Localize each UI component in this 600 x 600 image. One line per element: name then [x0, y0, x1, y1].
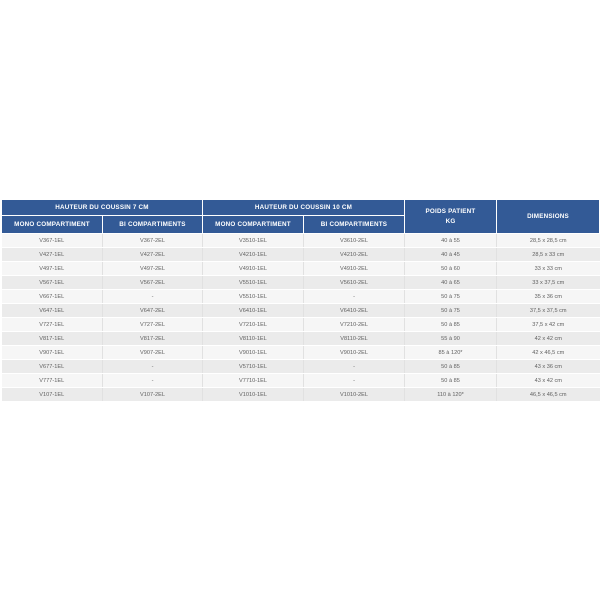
bi-compartments-10-header: BI COMPARTIMENTS — [304, 216, 405, 234]
bi-7-cell: V567-2EL — [103, 276, 203, 290]
bi-10-cell: V5610-2EL — [304, 276, 405, 290]
mono-10-cell: V1010-1EL — [203, 388, 304, 402]
product-table-container — [1, 199, 599, 402]
mono-10-cell: V5510-1EL — [203, 290, 304, 304]
dimensions-cell: 43 x 42 cm — [497, 374, 600, 388]
weight-cell: 40 à 55 — [405, 234, 497, 248]
table-row — [2, 360, 600, 374]
table-row — [2, 346, 600, 360]
patient-weight-unit: KG — [445, 217, 456, 225]
bi-10-cell: V9010-2EL — [304, 346, 405, 360]
mono-7-cell: V497-1EL — [2, 262, 103, 276]
mono-10-cell: V5710-1EL — [203, 360, 304, 374]
mono-7-cell: V667-1EL — [2, 290, 103, 304]
table-row — [2, 304, 600, 318]
table-row — [2, 248, 600, 262]
table-row — [2, 374, 600, 388]
bi-10-cell: V4210-2EL — [304, 248, 405, 262]
bi-10-cell: V4910-2EL — [304, 262, 405, 276]
mono-7-cell: V107-1EL — [2, 388, 103, 402]
weight-cell: 40 à 45 — [405, 248, 497, 262]
bi-10-cell: - — [304, 290, 405, 304]
table-header — [2, 200, 600, 234]
mono-7-cell: V567-1EL — [2, 276, 103, 290]
weight-cell: 50 à 85 — [405, 318, 497, 332]
table-row — [2, 290, 600, 304]
dimensions-cell: 33 x 33 cm — [497, 262, 600, 276]
mono-10-cell: V9010-1EL — [203, 346, 304, 360]
bi-10-cell: V6410-2EL — [304, 304, 405, 318]
table-row — [2, 276, 600, 290]
patient-weight-label: POIDS PATIENT — [425, 207, 476, 215]
dimensions-cell: 46,5 x 46,5 cm — [497, 388, 600, 402]
bi-7-cell: - — [103, 290, 203, 304]
bi-7-cell: V427-2EL — [103, 248, 203, 262]
product-size-table — [1, 199, 600, 402]
dimensions-cell: 37,5 x 42 cm — [497, 318, 600, 332]
dimensions-cell: 28,5 x 33 cm — [497, 248, 600, 262]
bi-10-cell: V7210-2EL — [304, 318, 405, 332]
mono-7-cell: V427-1EL — [2, 248, 103, 262]
table-row — [2, 332, 600, 346]
bi-compartments-7-header: BI COMPARTIMENTS — [103, 216, 203, 234]
bi-10-cell: - — [304, 374, 405, 388]
weight-cell: 85 à 120* — [405, 346, 497, 360]
bi-7-cell: V647-2EL — [103, 304, 203, 318]
weight-cell: 50 à 85 — [405, 374, 497, 388]
group-header-row — [2, 200, 600, 216]
table-row — [2, 318, 600, 332]
weight-cell: 40 à 65 — [405, 276, 497, 290]
mono-10-cell: V5510-1EL — [203, 276, 304, 290]
weight-cell: 50 à 75 — [405, 304, 497, 318]
bi-7-cell: - — [103, 360, 203, 374]
bi-7-cell: V367-2EL — [103, 234, 203, 248]
cushion-10cm-header: HAUTEUR DU COUSSIN 10 CM — [203, 200, 405, 216]
bi-10-cell: V1010-2EL — [304, 388, 405, 402]
bi-7-cell: V817-2EL — [103, 332, 203, 346]
weight-cell: 50 à 60 — [405, 262, 497, 276]
bi-7-cell: V727-2EL — [103, 318, 203, 332]
weight-cell: 50 à 75 — [405, 290, 497, 304]
dimensions-cell: 43 x 36 cm — [497, 360, 600, 374]
table-row — [2, 234, 600, 248]
table-row — [2, 262, 600, 276]
cushion-7cm-header: HAUTEUR DU COUSSIN 7 CM — [2, 200, 203, 216]
weight-cell: 110 à 120* — [405, 388, 497, 402]
patient-weight-header — [405, 200, 497, 234]
weight-cell: 50 à 85 — [405, 360, 497, 374]
bi-7-cell: - — [103, 374, 203, 388]
dimensions-cell: 42 x 42 cm — [497, 332, 600, 346]
bi-7-cell: V907-2EL — [103, 346, 203, 360]
mono-10-cell: V3510-1EL — [203, 234, 304, 248]
mono-10-cell: V4910-1EL — [203, 262, 304, 276]
dimensions-header: DIMENSIONS — [497, 200, 600, 234]
mono-7-cell: V647-1EL — [2, 304, 103, 318]
mono-7-cell: V907-1EL — [2, 346, 103, 360]
bi-10-cell: V8110-2EL — [304, 332, 405, 346]
dimensions-cell: 42 x 46,5 cm — [497, 346, 600, 360]
mono-10-cell: V7710-1EL — [203, 374, 304, 388]
bi-10-cell: - — [304, 360, 405, 374]
dimensions-cell: 37,5 x 37,5 cm — [497, 304, 600, 318]
bi-10-cell: V3610-2EL — [304, 234, 405, 248]
mono-7-cell: V777-1EL — [2, 374, 103, 388]
mono-7-cell: V677-1EL — [2, 360, 103, 374]
table-row — [2, 388, 600, 402]
mono-10-cell: V4210-1EL — [203, 248, 304, 262]
weight-cell: 55 à 90 — [405, 332, 497, 346]
mono-compartment-7-header: MONO COMPARTIMENT — [2, 216, 103, 234]
dimensions-cell: 35 x 36 cm — [497, 290, 600, 304]
mono-10-cell: V7210-1EL — [203, 318, 304, 332]
mono-10-cell: V6410-1EL — [203, 304, 304, 318]
mono-7-cell: V367-1EL — [2, 234, 103, 248]
dimensions-cell: 33 x 37,5 cm — [497, 276, 600, 290]
mono-10-cell: V8110-1EL — [203, 332, 304, 346]
mono-compartment-10-header: MONO COMPARTIMENT — [203, 216, 304, 234]
dimensions-cell: 28,5 x 28,5 cm — [497, 234, 600, 248]
bi-7-cell: V497-2EL — [103, 262, 203, 276]
table-body — [2, 234, 600, 402]
mono-7-cell: V817-1EL — [2, 332, 103, 346]
mono-7-cell: V727-1EL — [2, 318, 103, 332]
bi-7-cell: V107-2EL — [103, 388, 203, 402]
